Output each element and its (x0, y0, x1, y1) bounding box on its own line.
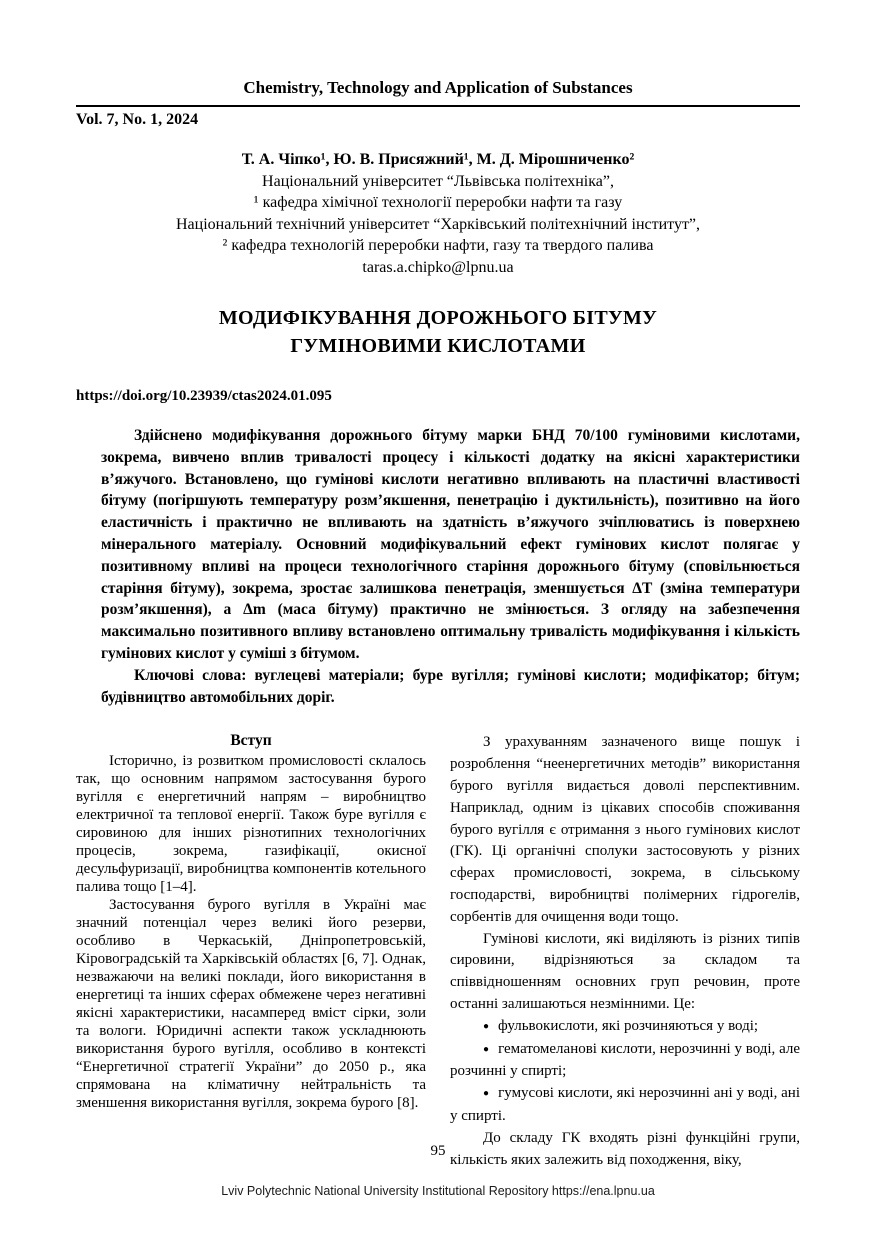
right-column (450, 732, 800, 1171)
bullet-item (450, 1039, 800, 1084)
volume-line: Vol. 7, No. 1, 2024 (76, 111, 199, 128)
bullet-item (450, 1083, 800, 1128)
body-paragraph: Історично, із розвитком промисловості склалось так, що основним напрямом застосування бурого вугілля є енергетичний напрям – виробництво електричної та теплової енергії. Також буре вугілля є сировиною для інших різнотипних технологічних процесів, зокрема, газифікації, окисної десульфуризації, виробництва компонентів котельного палива тощо [1–4]. (76, 753, 426, 896)
journal-header (76, 78, 800, 129)
doi-link[interactable]: https://doi.org/10.23939/ctas2024.01.095 (76, 388, 332, 404)
affiliation-department-2: ² кафедра технологій переробки нафти, газу та твердого палива (222, 237, 654, 254)
repository-footer: Lviv Polytechnic National University Institutional Repository https://ena.lpnu.ua (221, 1184, 655, 1198)
two-column-body (76, 732, 800, 1171)
keywords-paragraph: Ключові слова: вуглецеві матеріали; буре вугілля; гумінові кислоти; модифікатор; бітум; будівництво автомобільних доріг. (101, 666, 800, 706)
journal-title: Chemistry, Technology and Application of Substances (243, 78, 633, 97)
affiliation-university-1: Національний університет “Львівська політехніка”, (262, 172, 614, 190)
bullet-text: фульвокислоти, які розчиняються у воді; (498, 1017, 759, 1034)
body-paragraph: Застосування бурого вугілля в Україні має значний потенціал через великі його резерви, особливо в Черкаській, Дніпропетровській, Кіровоградській та Харківській областях [6, 7]. Однак, незважаючи на великі поклади, його використання в енергетиці та інших сферах обмежене через негативні якісні характеристики, насамперед вміст сірки, золи та вологи. Юридичні аспекти також ускладнюють використання бурого вугілля, особливо в контексті “Енергетичної стратегії України” до 2050 р., яка спрямована на кліматичну нейтральність та зменшення використання вугілля, зокрема бурого [8]. (76, 897, 426, 1112)
bullet-icon: ● (483, 1088, 490, 1100)
paper-title (76, 304, 800, 360)
authors-line: Т. А. Чіпко¹, Ю. В. Присяжний¹, М. Д. Мірошниченко² (241, 151, 635, 168)
body-paragraph: Гумінові кислоти, які виділяють із різних типів сировини, відрізняються за складом та співвідношенням основних груп речовин, проте останні залишаються незмінними. Це: (450, 930, 800, 1012)
page-number: 95 (430, 1143, 446, 1159)
section-heading-intro: Вступ (230, 732, 272, 750)
email-link[interactable]: taras.a.chipko@lpnu.ua (362, 258, 514, 276)
bullet-icon: ● (483, 1043, 490, 1055)
bullet-icon: ● (483, 1020, 490, 1032)
header-rule (76, 105, 800, 107)
affiliation-department-1: ¹ кафедра хімічної технології переробки нафти та газу (253, 194, 623, 211)
paper-title-line-2: ГУМІНОВИМИ КИСЛОТАМИ (290, 335, 586, 357)
bullet-text: гематомеланові кислоти, нерозчинні у воді, але розчинні у спирті; (450, 1040, 801, 1080)
abstract-paragraph: Здійснено модифікування дорожнього бітуму марки БНД 70/100 гуміновими кислотами, зокрема, вивчено вплив тривалості процесу і кількості додатку на якісні характеристики в’яжучого. Встановлено, що гумінові кислоти негативно впливають на пластичні властивості бітуму (погіршують температуру розм’якшення, пенетрацію і дуктильність), позитивно на його еластичність і практично не впливають на здатність в’яжучого зчіплюватись із поверхнею мінерального матеріалу. Основний модифікувальний ефект гумінових кислот полягає у позитивному впливі на процеси технологічного старіння дорожнього бітуму (сповільнюється старіння бітуму), зокрема, зростає залишкова пенетрація, зменшується ΔТ (зміна температури розм’якшення), а Δm (маса бітуму) практично не змінюється. З огляду на забезпечення максимально позитивного впливу встановлено оптимальну тривалість модифікування і кількість гумінових кислот у суміші з бітумом. (101, 427, 800, 662)
authors-block (76, 149, 800, 278)
left-column (76, 732, 426, 1171)
bullet-item (450, 1016, 800, 1039)
bullet-text: гумусові кислоти, які нерозчинні ані у воді, ані у спирті. (450, 1085, 800, 1124)
paper-title-line-1: МОДИФІКУВАННЯ ДОРОЖНЬОГО БІТУМУ (218, 307, 658, 329)
body-paragraph: До складу ГК входять різні функційні групи, кількість яких залежить від походження, віку, (450, 1129, 800, 1168)
body-paragraph: З урахуванням зазначеного вище пошук і розроблення “неенергетичних методів” використання бурого вугілля видається доволі перспективним. Наприклад, одним із цікавих способів споживання бурого вугілля є отримання з нього гумінових кислот (ГК). Ці органічні сполуки застосовують у різних сферах промисловості, зокрема, в сільському господарстві, виробництві полімерних гідрогелів, сорбентів для очищення води тощо. (450, 734, 800, 925)
affiliation-university-2: Національний технічний університет “Харківський політехнічний інститут”, (175, 215, 701, 233)
